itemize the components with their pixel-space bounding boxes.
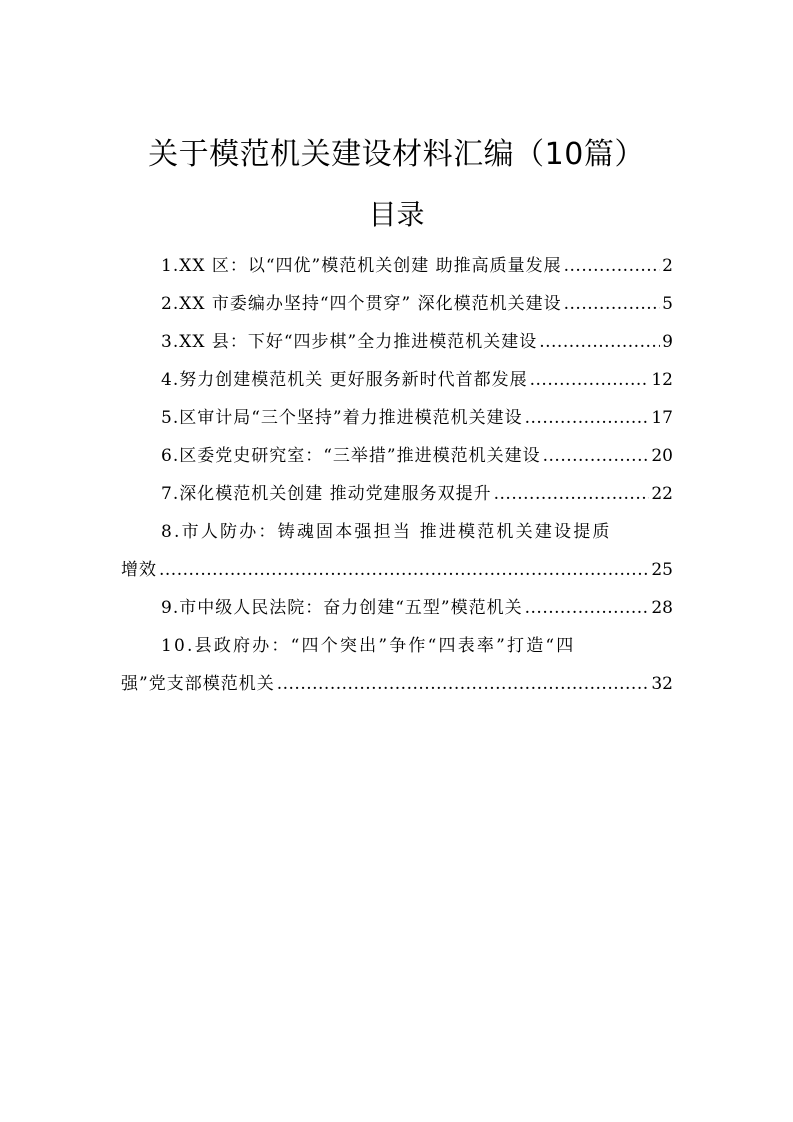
- toc-leader-dots: [525, 399, 650, 437]
- toc-entry-title-line1: 10.县政府办：“四个突出”争作“四表率”打造“四: [161, 636, 576, 656]
- toc-page-number: 12: [651, 370, 673, 390]
- toc-entry-4[interactable]: [121, 361, 673, 399]
- table-of-contents: [121, 247, 673, 703]
- toc-entry-title: 4.努力创建模范机关 更好服务新时代首都发展: [161, 370, 528, 390]
- toc-entry-title: 1.XX 区：以“四优”模范机关创建 助推高质量发展: [161, 256, 562, 276]
- toc-page-number: 17: [651, 408, 673, 428]
- toc-entry-3[interactable]: [121, 323, 673, 361]
- toc-leader-dots: [277, 665, 650, 703]
- toc-page-number: 20: [651, 446, 673, 466]
- toc-entry-10[interactable]: [121, 627, 673, 703]
- toc-entry-6[interactable]: [121, 437, 673, 475]
- toc-entry-title: 9.市中级人民法院：奋力创建“五型”模范机关: [161, 598, 523, 618]
- toc-entry-title: 6.区委党史研究室：“三举措”推进模范机关建设: [161, 446, 541, 466]
- toc-entry-title: 2.XX 市委编办坚持“四个贯穿” 深化模范机关建设: [161, 294, 562, 314]
- toc-page-number: 9: [662, 332, 673, 352]
- toc-page-number: 22: [651, 484, 673, 504]
- toc-heading: 目录: [368, 198, 425, 231]
- toc-page-number: 2: [662, 256, 673, 276]
- toc-page-number: 32: [651, 674, 673, 694]
- toc-entry-title: 3.XX 县：下好“四步棋”全力推进模范机关建设: [161, 332, 538, 352]
- toc-leader-dots: [539, 323, 660, 361]
- toc-entry-8[interactable]: [121, 513, 673, 589]
- toc-leader-dots: [564, 285, 661, 323]
- toc-entry-title-line1: 8.市人防办：铸魂固本强担当 推进模范机关建设提质: [161, 522, 612, 542]
- toc-entry-1[interactable]: [121, 247, 673, 285]
- toc-page-number: 25: [651, 560, 673, 580]
- toc-entry-title: 7.深化模范机关创建 推动党建服务双提升: [161, 484, 492, 504]
- toc-entry-7[interactable]: [121, 475, 673, 513]
- toc-entry-2[interactable]: [121, 285, 673, 323]
- toc-entry-title-line2: 增效: [121, 560, 157, 580]
- toc-leader-dots: [525, 589, 650, 627]
- toc-leader-dots: [564, 247, 661, 285]
- document-title: 关于模范机关建设材料汇编（10篇）: [148, 137, 645, 172]
- toc-entry-9[interactable]: [121, 589, 673, 627]
- toc-entry-title: 5.区审计局“三个坚持”着力推进模范机关建设: [161, 408, 523, 428]
- toc-page-number: 28: [651, 598, 673, 618]
- toc-leader-dots: [543, 437, 650, 475]
- toc-leader-dots: [159, 551, 649, 589]
- toc-leader-dots: [494, 475, 650, 513]
- toc-entry-title-line2: 强”党支部模范机关: [121, 674, 275, 694]
- toc-leader-dots: [530, 361, 650, 399]
- toc-page-number: 5: [662, 294, 673, 314]
- toc-entry-5[interactable]: [121, 399, 673, 437]
